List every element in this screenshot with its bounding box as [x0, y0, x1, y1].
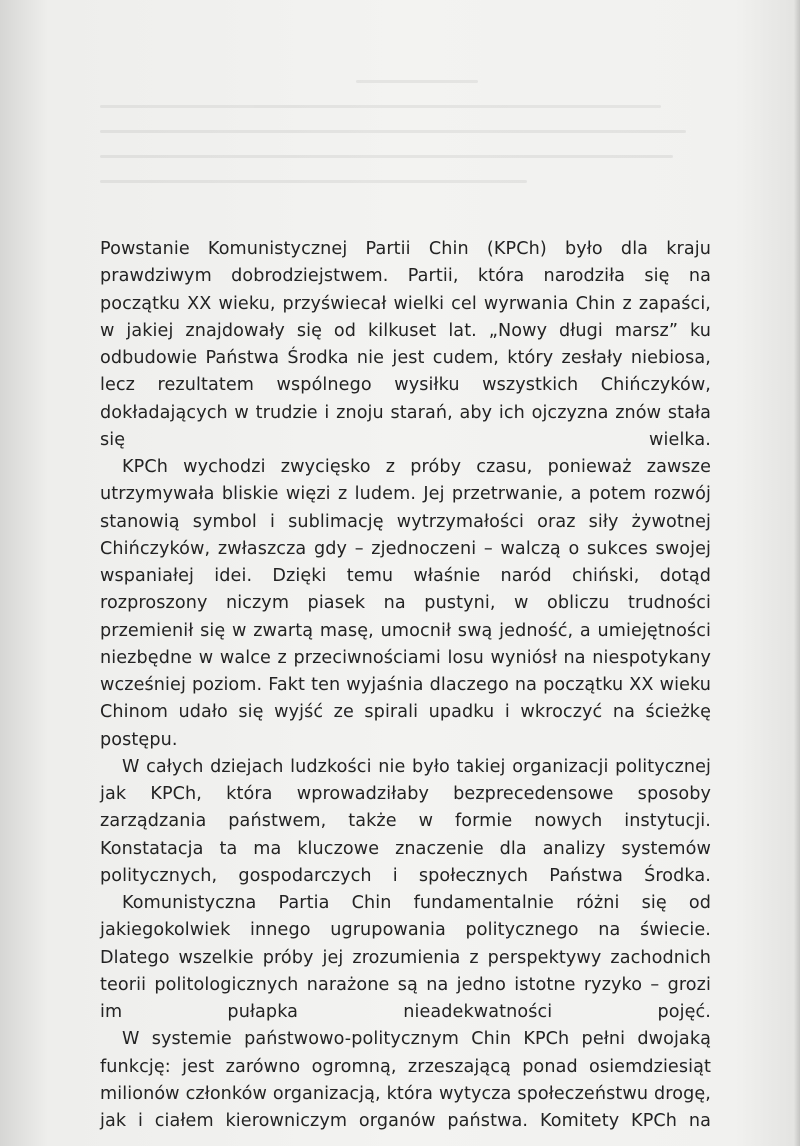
bleed-through-text: [100, 80, 710, 230]
paragraph-3: [100, 754, 711, 890]
paragraph-1: [100, 236, 711, 454]
paragraph-2-text: KPCh wychodzi zwycięsko z próby czasu, ponieważ zawsze utrzymywała bliskie więzi z ludem. Jej przetrwanie, a potem rozwój stanowią symbol i sublimację wytrzymałości oraz siły żywotnej Chińczyków, zwłaszcza gdy – zjednoczeni – walczą o sukces swojej wspaniałej idei. Dzięki temu właśnie naród chiński, dotąd rozproszony niczym piasek na pustyni, w obliczu trudności przemienił się w zwartą masę, umocnił swą jedność, a umiejętności niezbędne w walce z przeciwnościami losu wyniósł na niespotykany wcześniej poziom. Fakt ten wyjaśnia dlaczego na początku XX wieku Chinom udało się wyjść ze spirali upadku i wkroczyć na ścieżkę postępu.: [100, 457, 711, 750]
paragraph-3-text: W całych dziejach ludzkości nie było takiej organizacji politycznej jak KPCh, która wprowadziłaby bezprecedensowe sposoby zarządzania państwem, także w formie nowych instytucji. Konstatacja ta ma kluczowe znaczenie dla analizy systemów politycznych, gospodarczych i społecznych Państwa Środka.: [100, 756, 711, 886]
paragraph-1-text: Powstanie Komunistycznej Partii Chin (KPCh) było dla kraju prawdziwym dobrodziejstwem. Partii, która narodziła się na początku XX wieku, przyświecał wielki cel wyrwania Chin z zapaści, w jakiej znajdowały się od kilkuset lat. „Nowy długi marsz” ku odbudowie Państwa Środka nie jest cudem, który zesłały niebiosa, lecz rezultatem wspólnego wysiłku wszystkich Chińczyków, dokładających w trudzie i znoju starań, aby ich ojczyzna znów stała się wielka.: [100, 239, 711, 450]
body-text: [100, 236, 711, 1135]
paragraph-4-text: Komunistyczna Partia Chin fundamentalnie różni się od jakiegokolwiek innego ugrupowania politycznego na świecie. Dlatego wszelkie próby jej zrozumienia z perspektywy zachodnich teorii politologicznych narażone są na jedno istotne ryzyko – grozi im pułapka nieadekwatności pojęć.: [100, 893, 711, 1022]
paragraph-5: [100, 1026, 711, 1135]
paragraph-5-text: W systemie państwowo-politycznym Chin KPCh pełni dwojaką funkcję: jest zarówno ogromną, zrzeszającą ponad osiemdziesiąt milionów członków organizacją, która wytycza społeczeństwu drogę, jak i ciałem kierowniczym organów państwa. Komitety KPCh na: [100, 1029, 711, 1131]
paragraph-2: [100, 454, 711, 754]
paragraph-4: [100, 890, 711, 1026]
page-edge-shadow: [794, 0, 800, 1146]
